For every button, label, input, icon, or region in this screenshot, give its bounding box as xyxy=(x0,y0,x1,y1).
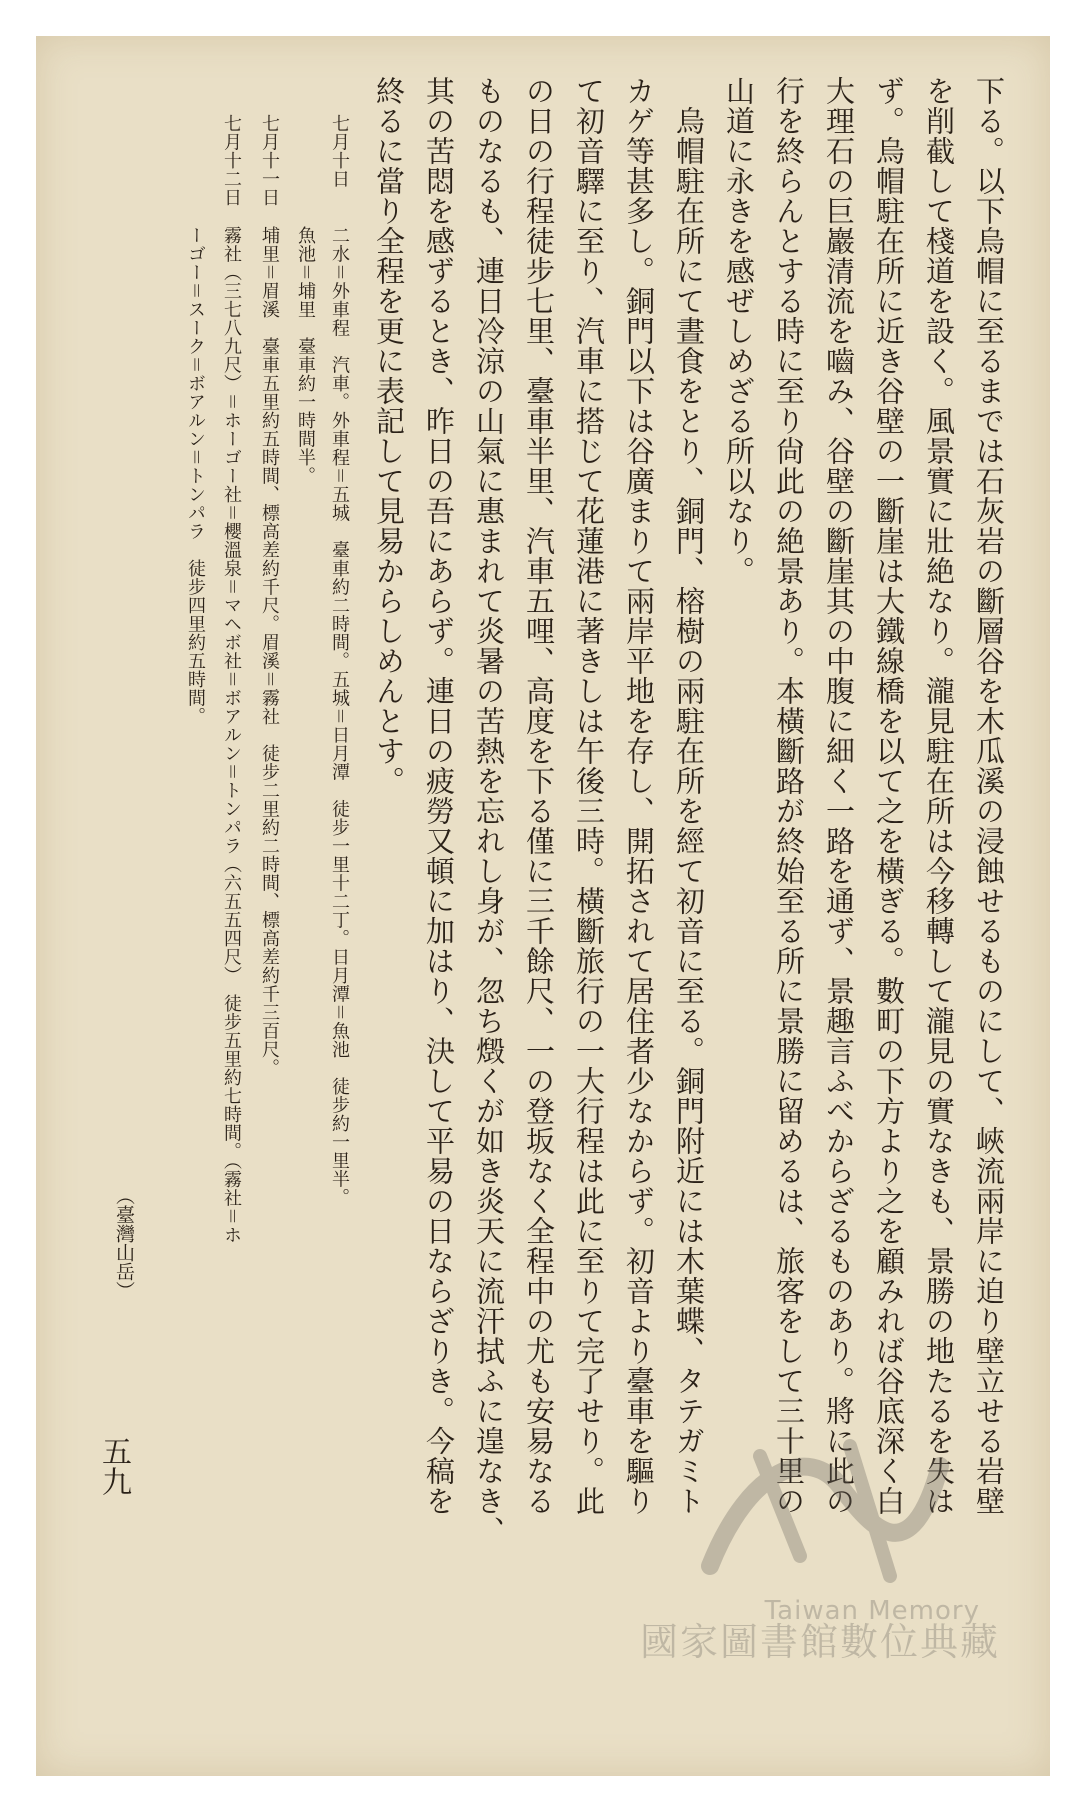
body-column-1: 下る。以下烏帽に至るまでは石灰岩の斷層谷を木瓜溪の浸蝕せるものにして、峽流兩岸に迫り壁立せる岩壁 xyxy=(972,76,1006,1516)
schedule-date-2: 七月十一日 xyxy=(259,114,280,207)
body-column-4: 大理石の巨巖清流を嚙み、谷壁の斷崖其の中腹に細く一路を通ず、景趣言ふべからざるものあり。將に此の xyxy=(822,76,856,1516)
body-column-7: 烏帽駐在所にて晝食をとり、銅門、榕樹の兩駐在所を經て初音に至る。銅門附近には木葉蝶、タテガミト xyxy=(672,76,706,1516)
body-column-3: ず。烏帽駐在所に近き谷壁の一斷崖は大鐵線橋を以て之を橫ぎる。數町の下方より之を顧みれば谷底深く白 xyxy=(872,76,906,1516)
watermark-logo-icon xyxy=(690,1426,950,1596)
book-page xyxy=(36,36,1050,1776)
body-column-13: 終るに當り全程を更に表記して見易からしめんとす。 xyxy=(372,76,406,796)
schedule-date-1: 七月十日 xyxy=(329,114,350,188)
body-column-11: ものなるも、連日冷涼の山氣に惠まれて炎暑の苦熱を忘れし身が、忽ち燬くが如き炎天に流汗拭ふに遑なき、 xyxy=(472,76,506,1546)
schedule-entry-1-line1: 二水＝外車程 汽車。外車程＝五城 臺車約二時間。五城＝日月潭 徒步一里十二丁。日月潭＝魚池 徒步約一里半。 xyxy=(329,226,350,1207)
body-column-8: カゲ等甚多し。銅門以下は谷廣まりて兩岸平地を存し、開拓されて居住者少なからず。初音より臺車を驅り xyxy=(622,76,656,1516)
body-column-5: 行を終らんとする時に至り尙此の絶景あり。本橫斷路が終始至る所に景勝に留めるは、旅客をして三十里の xyxy=(772,76,806,1516)
watermark-english-text: Taiwan Memory xyxy=(764,1596,980,1626)
body-column-10: の日の行程徒步七里、臺車半里、汽車五哩、高度を下る僅に三千餘尺、一の登坂なく全程中の尤も安易なる xyxy=(522,76,556,1516)
body-column-12: 其の苦悶を感ずるとき、昨日の吾にあらず。連日の疲勞又頓に加はり、決して平易の日ならざりき。今稿を xyxy=(422,76,456,1516)
schedule-entry-3-line1: 霧社（三七八九尺）＝ホーゴー社＝櫻溫泉＝マヘボ社＝ボアルン＝トンパラ（六五五四尺） 徒步五里約七時間。（霧社＝ホ xyxy=(221,226,242,1244)
body-column-6: 山道に永きを感ぜしめざる所以なり。 xyxy=(722,76,756,586)
body-column-2: を削截して棧道を設く。風景實に壯絶なり。瀧見駐在所は今移轉して瀧見の實なきも、景勝の地たるを失は xyxy=(922,76,956,1516)
book-title: （臺灣山岳） xyxy=(113,1186,135,1300)
schedule-entry-3-line2: ーゴー＝スーク＝ボアルン＝トンパラ 徒步四里約五時間。 xyxy=(185,226,206,726)
watermark-chinese-text: 國家圖書館數位典藏 xyxy=(639,1620,1000,1664)
schedule-date-3: 七月十二日 xyxy=(221,114,242,207)
schedule-entry-1-line2: 魚池＝埔里 臺車約一時間半。 xyxy=(295,226,316,485)
schedule-entry-2-line1: 埔里＝眉溪 臺車五里約五時間、標高差約千尺。眉溪＝霧社 徒步二里約二時間、標高差約千三百尺。 xyxy=(259,226,280,1077)
body-column-9: て初音驛に至り、汽車に搭じて花蓮港に著きしは午後三時。橫斷旅行の一大行程は此に至りて完了せり。此 xyxy=(572,76,606,1516)
page-number: 五九 xyxy=(96,1436,131,1496)
